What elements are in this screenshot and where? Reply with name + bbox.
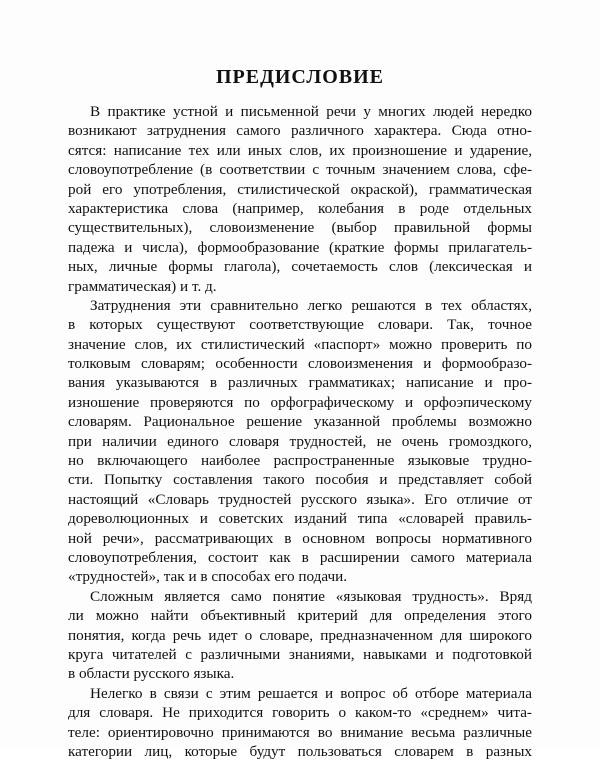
text-line: в области русского языка. <box>68 665 235 683</box>
text-line: рой его употребления, стилистической окраской), грамматическая <box>68 180 532 198</box>
text-line: Затруднения эти сравнительно легко решаются в тех областях, <box>90 296 532 314</box>
text-line: дореволюционных и советских изданий типа «словарей правиль- <box>68 510 532 528</box>
text-line: ли можно найти объективный критерий для определения этого <box>68 607 532 625</box>
text-line: Сложным является само понятие «языковая трудность». Вряд <box>90 587 532 605</box>
text-line: сятся: написание тех или иных слов, их произношение и ударение, <box>68 141 532 159</box>
text-line: сти. Попытку составления такого пособия и представляет собой <box>68 471 532 489</box>
text-line: круга читателей с различными знаниями, навыками и подготовкой <box>68 645 532 663</box>
text-line: в которых существуют соответствующие словари. Так, точное <box>68 316 532 334</box>
text-line: настоящий «Словарь трудностей русского языка». Его отличие от <box>68 490 532 508</box>
text-line: понятия, когда речь идет о словаре, предназначенном для широкого <box>68 626 532 644</box>
text-line: словоупотребление (в соответствии с точным значением слова, сфе- <box>68 161 532 179</box>
text-line: при наличии единого словаря трудностей, не очень громоздкого, <box>68 432 532 450</box>
page-title: ПРЕДИСЛОВИЕ <box>215 66 385 88</box>
text-line: ных, личные формы глагола), сочетаемость слов (лексическая и <box>68 258 532 276</box>
text-line: словарям. Рациональное решение указанной проблемы возможно <box>68 413 532 431</box>
text-line: «трудностей», так и в способах его подачи. <box>68 568 348 586</box>
text-line: В практике устной и письменной речи у многих людей нередко <box>90 103 532 120</box>
text-line: словоупотребления, состоит как в расширении самого материала <box>68 548 532 566</box>
text-line: толковым словарям; особенности словоизменения и формообразо- <box>68 355 532 373</box>
text-line: теле: ориентировочно принимаются во внимание весьма различные <box>68 723 532 741</box>
text-line: падежа и числа), формообразование (краткие формы прилагатель- <box>68 238 532 256</box>
text-line: изношение проверяются по орфографическому и орфоэпическому <box>68 393 532 411</box>
text-line: Нелегко в связи с этим решается и вопрос об отборе материала <box>90 684 532 702</box>
text-line: ной речи», рассматривающих в основном вопросы нормативного <box>68 529 532 547</box>
text-line: существительных), словоизменение (выбор правильной формы <box>68 219 532 237</box>
body-text <box>68 102 532 761</box>
text-line: для словаря. Не приходится говорить о каком-то «среднем» чита- <box>68 704 532 722</box>
text-line: характеристика слова (например, колебания в роде отдельных <box>68 199 532 217</box>
text-line: грамматическая) и т. д. <box>68 277 217 295</box>
text-line: возникают затруднения самого различного характера. Сюда отно- <box>68 122 532 140</box>
text-line: категории лиц, которые будут пользоваться словарем в разных <box>68 742 532 760</box>
text-line: вания указываются в различных грамматиках; написание и про- <box>68 374 532 392</box>
text-line: значение слов, их стилистический «паспорт» можно проверить по <box>68 335 532 353</box>
text-line: но включающего наиболее распространенные языковые трудно- <box>68 452 532 470</box>
